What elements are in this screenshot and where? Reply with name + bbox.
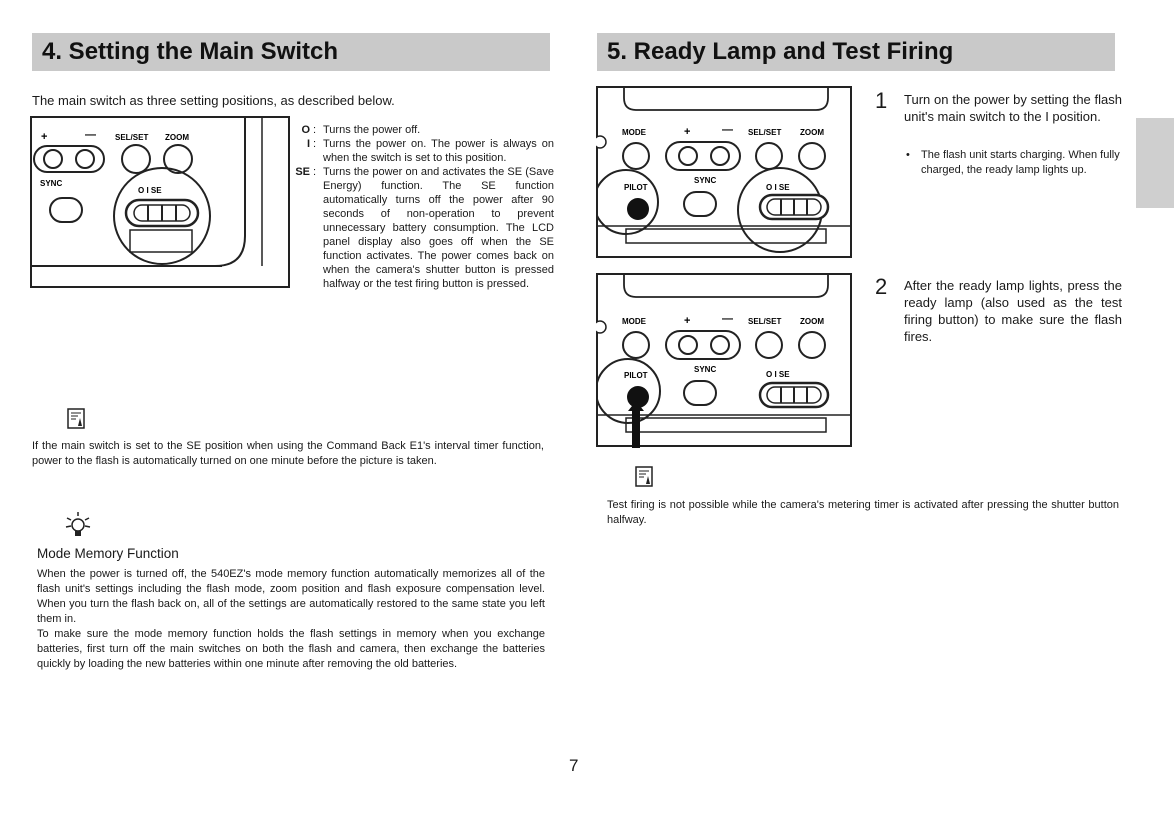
position-symbol: SE <box>295 166 310 178</box>
left-plus-label: + <box>41 131 48 143</box>
r2-switch-marks: O I SE <box>766 370 790 379</box>
left-minus-label: — <box>85 129 96 141</box>
r1-plus-label: + <box>684 126 691 138</box>
left-section-heading: 4. Setting the Main Switch <box>32 33 550 71</box>
step-2-number: 2 <box>875 274 888 299</box>
position-on: I : Turns the power on. The power is always on when the switch is set to this position. <box>284 137 554 165</box>
switch-positions-list <box>284 123 554 291</box>
left-note-text: If the main switch is set to the SE position when using the Command Back E1's interval timer function, power to the flash is automatically turned on one minute before the picture is taken. <box>32 440 544 467</box>
step-1-bullet: • The flash unit starts charging. When fully charged, the ready lamp lights up. <box>906 148 1122 177</box>
left-selset-label: SEL/SET <box>115 133 149 142</box>
position-text: Turns the power on and activates the SE (Save Energy) function. The SE function automatically turns off the power after 90 seconds of non-operation to prevent unnecessary battery consumption. The LCD panel display also goes off when the SE function activates. The power comes back on when the camera's shutter button is pressed halfway or the test firing button is pressed. <box>323 166 554 290</box>
tip-paragraph-2: To make sure the mode memory function holds the flash settings in memory when you exchange batteries, first turn off the main switches on both the flash and camera, then exchange the batteries quickly by loading the new batteries within one minute after removing the old batteries. <box>37 628 545 670</box>
step-1-number: 1 <box>875 88 888 113</box>
step-1-text: Turn on the power by setting the flash unit's main switch to the I position. <box>904 92 1122 124</box>
lightbulb-tip-icon <box>63 510 93 538</box>
r2-minus-label: — <box>722 313 733 325</box>
r2-selset-label: SEL/SET <box>748 317 782 326</box>
position-symbol: O <box>301 124 310 136</box>
r1-mode-label: MODE <box>622 128 646 137</box>
tip-paragraph-1: When the power is turned off, the 540EZ's mode memory function automatically memorizes all of the flash unit's settings including the flash mode, zoom position and flash exposure compensation level. When you turn the flash back on, all of the settings are automatically restored to the same state you left them in. <box>37 568 545 625</box>
r1-switch-marks: O I SE <box>766 183 790 192</box>
pilot-lamp-icon <box>627 198 649 220</box>
main-switch-diagram <box>30 116 300 292</box>
left-sync-label: SYNC <box>40 179 63 188</box>
position-text: Turns the power off. <box>323 124 421 136</box>
r1-zoom-label: ZOOM <box>800 128 824 137</box>
r2-zoom-label: ZOOM <box>800 317 824 326</box>
r2-sync-label: SYNC <box>694 365 717 374</box>
position-off: O : Turns the power off. <box>284 123 554 137</box>
note-icon <box>67 408 87 430</box>
r2-plus-label: + <box>684 315 691 327</box>
r1-pilot-label: PILOT <box>624 183 648 192</box>
page-edge-tab <box>1136 118 1174 208</box>
left-zoom-label: ZOOM <box>165 133 189 142</box>
position-symbol: I <box>306 138 310 150</box>
r2-mode-label: MODE <box>622 317 646 326</box>
position-se: SE : Turns the power on and activates the SE (Save Energy) function. The SE function automatically turns off the power after 90 seconds of non-operation to prevent unnecessary battery consumption. The LCD panel display also goes off when the SE function activates. The power comes back on when the camera's shutter button is pressed halfway or the test firing button is pressed. <box>284 165 554 291</box>
step-1-bullet-text: The flash unit starts charging. When fully charged, the ready lamp lights up. <box>921 149 1120 176</box>
step-2-text: After the ready lamp lights, press the ready lamp (also used as the test firing button) to make sure the flash fires. <box>904 278 1122 344</box>
r1-selset-label: SEL/SET <box>748 128 782 137</box>
r2-pilot-label: PILOT <box>624 371 648 380</box>
ready-lamp-diagram-1 <box>596 86 856 262</box>
note-icon <box>635 466 655 488</box>
right-note-text: Test firing is not possible while the camera's metering timer is activated after pressing the shutter button halfway. <box>607 499 1119 526</box>
r1-minus-label: — <box>722 124 733 136</box>
position-text: Turns the power on. The power is always on when the switch is set to this position. <box>323 138 554 164</box>
left-intro-text: The main switch as three setting positions, as described below. <box>32 93 395 108</box>
left-switch-marks: O I SE <box>138 186 162 195</box>
right-section-heading: 5. Ready Lamp and Test Firing <box>597 33 1115 71</box>
ready-lamp-diagram-2 <box>596 273 856 449</box>
page-number: 7 <box>569 756 579 775</box>
r1-sync-label: SYNC <box>694 176 717 185</box>
tip-title: Mode Memory Function <box>37 546 179 561</box>
